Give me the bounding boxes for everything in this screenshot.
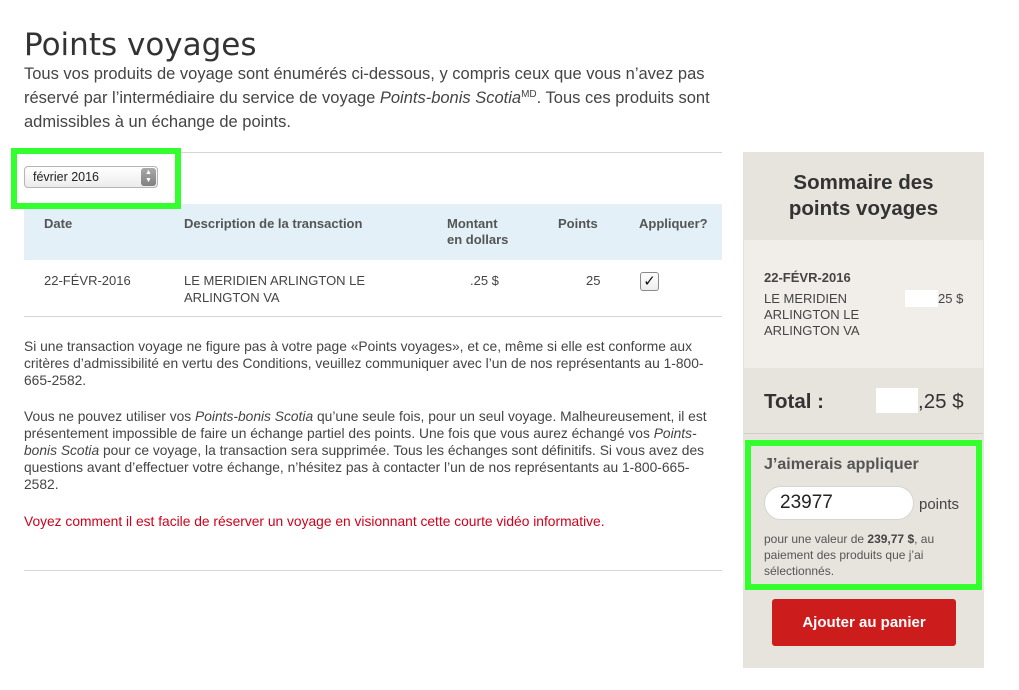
intro-program-name: Points-bonis Scotia xyxy=(379,89,522,107)
add-to-cart-button[interactable]: Ajouter au panier xyxy=(772,599,956,646)
row-description xyxy=(184,272,365,306)
col-header-amount xyxy=(447,216,508,248)
apply-note-value: 239,77 $ xyxy=(867,532,915,546)
row-description-line1: LE MERIDIEN ARLINGTON LE xyxy=(184,273,366,288)
col-header-points: Points xyxy=(558,216,598,231)
divider-table-bottom xyxy=(24,316,722,317)
summary-title-line1: Sommaire des xyxy=(793,171,934,194)
redaction-mask xyxy=(905,290,938,307)
summary-title xyxy=(743,152,984,240)
table-header xyxy=(24,204,722,260)
divider-bottom xyxy=(24,570,722,571)
info-p2-a: Vous ne pouvez utiliser vos xyxy=(24,409,196,424)
col-header-date: Date xyxy=(44,216,73,231)
intro-text xyxy=(24,62,714,134)
info-paragraph-2 xyxy=(24,408,724,493)
intro-trademark: MD xyxy=(521,89,537,100)
col-header-description: Description de la transaction xyxy=(184,216,363,231)
row-date: 22-FÉVR-2016 xyxy=(44,273,131,288)
summary-total-label: Total : xyxy=(764,390,824,413)
summary-title-line2: points voyages xyxy=(788,197,939,220)
summary-desc-line3: ARLINGTON VA xyxy=(764,323,860,338)
apply-points-title: J’aimerais appliquer xyxy=(764,456,919,473)
row-amount: .25 $ xyxy=(470,273,499,288)
month-select[interactable] xyxy=(24,166,158,188)
video-link[interactable]: Voyez comment il est facile de réserver un voyage en visionnant cette courte vidéo informative. xyxy=(24,514,605,529)
col-header-amount-line2: en dollars xyxy=(447,232,509,247)
summary-item-date: 22-FÉVR-2016 xyxy=(764,270,851,285)
summary-item-amount: 25 $ xyxy=(938,291,964,306)
info-p2-e: pour ce voyage, la transaction sera supprimée. Tous les échanges sont définitifs. Si vous avez des questions avant d’effectuer votre échange, n’hésitez pas à contacter l’un de nos représentants au 1-800-665-2582. xyxy=(24,443,705,492)
summary-desc-line1: LE MERIDIEN xyxy=(764,291,848,306)
points-unit-label: points xyxy=(919,496,960,513)
apply-note-a: pour une valeur de xyxy=(764,532,868,546)
summary-total-value: ,25 $ xyxy=(918,390,964,413)
highlight-apply-points xyxy=(745,440,982,590)
info-p2-program: Points-bonis Scotia xyxy=(195,409,314,424)
summary-desc-line2: ARLINGTON LE xyxy=(764,307,860,322)
col-header-apply: Appliquer? xyxy=(639,216,708,231)
apply-checkbox[interactable] xyxy=(640,272,659,291)
apply-note-b: , au paiement des produits que j’ai sélectionnés. xyxy=(764,532,935,578)
redaction-mask-total xyxy=(876,388,918,413)
info-paragraph-1: Si une transaction voyage ne figure pas à votre page «Points voyages», et ce, même si elle est conforme aux critères d’admissibilité en vertu des Conditions, veuillez communiquer avec l’un de nos représentants au 1-800-665-2582. xyxy=(24,339,704,388)
summary-item-description xyxy=(764,291,884,339)
checkmark-icon: ✓ xyxy=(643,273,656,290)
intro-part1: Tous vos produits de voyage sont énumérés ci-dessous, y compris ceux que vous n’avez pas réservé par l’intermédiaire du service de voyage xyxy=(24,65,705,107)
month-select-value: février 2016 xyxy=(33,170,100,184)
info-p2-c: qu’une seule fois, pour un seul voyage. Malheureusement, il est présentement impossible de faire un échange partiel des points. Une fois que vous aurez échangé vos xyxy=(24,409,707,441)
row-description-line2: ARLINGTON VA xyxy=(184,290,280,305)
updown-arrows-icon: ▲ ▼ xyxy=(141,168,156,186)
intro-part2: . Tous ces produits sont admissibles à un échange de points. xyxy=(24,89,710,131)
summary-divider xyxy=(744,433,983,434)
info-p2-program-2: Points-bonis Scotia xyxy=(24,426,697,458)
col-header-amount-line1: Montant xyxy=(447,216,498,231)
page-title: Points voyages xyxy=(24,26,257,63)
row-points: 25 xyxy=(586,273,601,288)
